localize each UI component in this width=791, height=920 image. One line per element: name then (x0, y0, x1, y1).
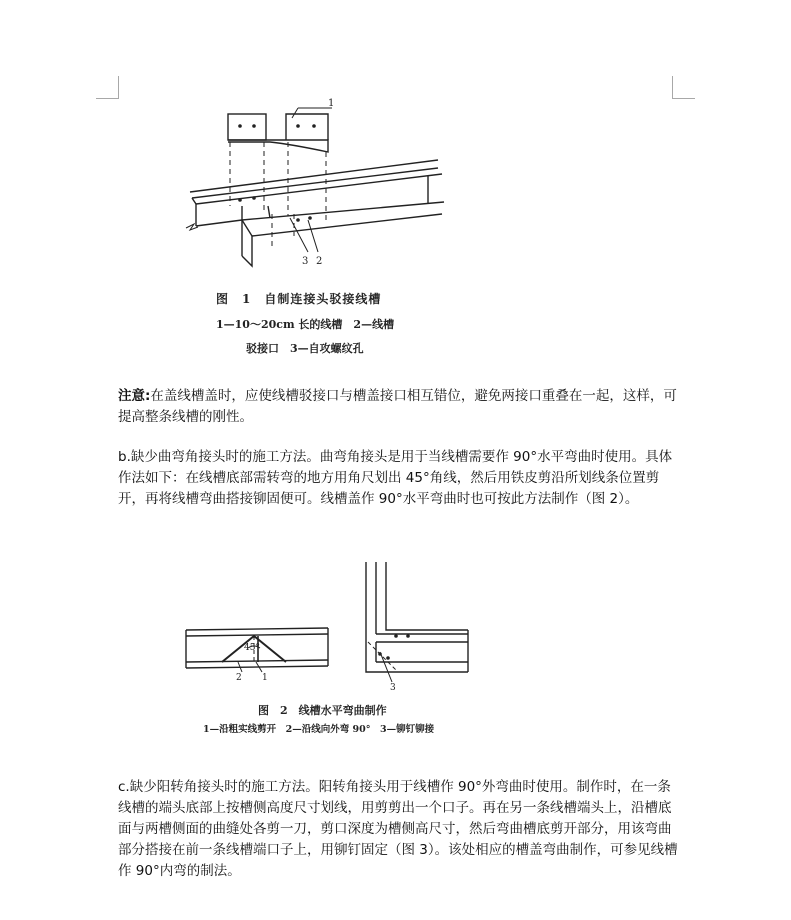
section-b-text: b.缺少曲弯角接头时的施工方法。曲弯角接头是用于当线槽需要作 90°水平弯曲时使用。具体作法如下：在线槽底部需转弯的地方用角尺划出 45°角线，然后用铁皮剪沿所划线条位置剪开，再将线槽弯曲搭接铆固便可。线槽盖作 90°水平弯曲时也可按此方法制作（图 2）。 (118, 449, 673, 507)
note-paragraph (118, 386, 678, 428)
figure-2-label-3: 3 (390, 683, 396, 693)
figure-1-caption-line1: 1—10～20cm 长的线槽 2—线槽 (216, 318, 395, 331)
figure-2-label-1: 1 (262, 673, 268, 683)
crop-mark-top-right (672, 76, 695, 99)
note-label: 注意: (118, 388, 151, 404)
section-b-paragraph (118, 447, 678, 510)
figure-2-label-2: 2 (236, 673, 242, 683)
figure-1-label-2: 2 (316, 256, 323, 267)
figure-1-caption-line2: 驳接口 3—自攻螺纹孔 (246, 342, 364, 355)
section-c-text: c.缺少阳转角接头时的施工方法。阳转角接头用于线槽作 90°外弯曲时使用。制作时，在一条线槽的端头底部上按槽侧高度尺寸划线，用剪剪出一个口子。再在另一条线槽端头上，沿槽底面与两槽侧面的曲缝处各剪一刀，剪口深度为槽侧高尺寸，然后弯曲槽底剪开部分，用该弯曲部分搭接在前一条线槽端口子上，用铆钉固定（图 3）。该处相应的槽盖弯曲制作，可参见线槽作 90°内弯的制法。 (118, 779, 678, 879)
figure-1-label-3: 3 (302, 256, 309, 267)
figure-2-caption-line: 1—沿粗实线剪开 2—沿线向外弯 90° 3—铆钉铆接 (203, 724, 435, 735)
section-c-paragraph (118, 777, 678, 882)
figure-1-caption-title: 图 1 自制连接头驳接线槽 (216, 292, 382, 306)
figure-2-angle-label: 45° (244, 643, 260, 653)
note-text: 在盖线槽盖时，应使线槽驳接口与槽盖接口相互错位，避免两接口重叠在一起，这样，可提高整条线槽的刚性。 (118, 388, 677, 425)
crop-mark-top-left (96, 76, 119, 99)
figure-2-caption-title: 图 2 线槽水平弯曲制作 (258, 704, 387, 717)
figure-1-label-1: 1 (328, 98, 335, 109)
